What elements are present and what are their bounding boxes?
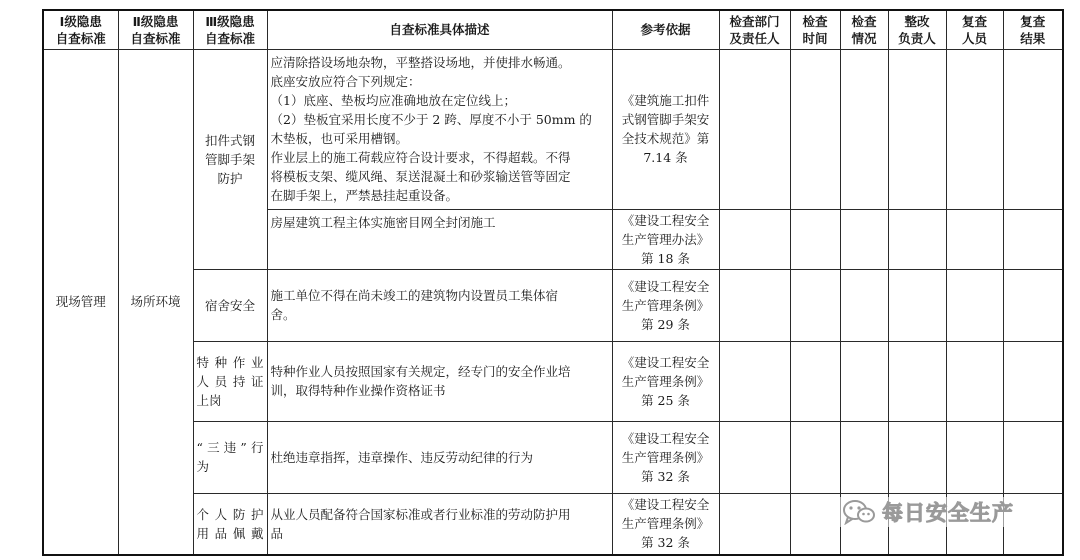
level3-cell: “三违”行 为	[193, 421, 267, 493]
review-staff-cell[interactable]	[946, 269, 1003, 341]
wechat-icon	[842, 499, 876, 525]
review-result-cell[interactable]	[1003, 421, 1063, 493]
header-review-staff: 复查 人员	[946, 10, 1003, 49]
watermark	[838, 497, 1018, 527]
inspector-cell[interactable]	[719, 341, 790, 421]
inspector-cell[interactable]	[719, 209, 790, 269]
level3-cell: 宿舍安全	[193, 269, 267, 341]
header-row	[43, 10, 1063, 49]
header-rectification-owner: 整改 负责人	[888, 10, 946, 49]
description-cell: 特种作业人员按照国家有关规定，经专门的安全作业培 训，取得特种作业操作资格证书	[267, 341, 612, 421]
check-time-cell[interactable]	[790, 269, 840, 341]
level3-cell: 特种作业 人员持证 上岗	[193, 341, 267, 421]
level2-cell: 场所环境	[118, 49, 193, 555]
inspector-cell[interactable]	[719, 269, 790, 341]
rectification-owner-cell[interactable]	[888, 269, 946, 341]
header-level1: Ⅰ级隐患 自查标准	[43, 10, 118, 49]
review-result-cell[interactable]	[1003, 341, 1063, 421]
header-check-time: 检查 时间	[790, 10, 840, 49]
description-cell: 杜绝违章指挥，违章操作、违反劳动纪律的行为	[267, 421, 612, 493]
review-staff-cell[interactable]	[946, 421, 1003, 493]
header-basis: 参考依据	[612, 10, 719, 49]
level1-cell: 现场管理	[43, 49, 118, 555]
header-description: 自查标准具体描述	[267, 10, 612, 49]
check-status-cell[interactable]	[840, 269, 888, 341]
table-row	[43, 421, 1063, 493]
header-review-result: 复查 结果	[1003, 10, 1063, 49]
check-time-cell[interactable]	[790, 49, 840, 209]
header-inspector: 检查部门 及责任人	[719, 10, 790, 49]
review-staff-cell[interactable]	[946, 341, 1003, 421]
header-level3: Ⅲ级隐患 自查标准	[193, 10, 267, 49]
header-level2: Ⅱ级隐患 自查标准	[118, 10, 193, 49]
review-staff-cell[interactable]	[946, 49, 1003, 209]
check-time-cell[interactable]	[790, 209, 840, 269]
rectification-owner-cell[interactable]	[888, 49, 946, 209]
level3-cell: 个人防护 用品佩戴	[193, 493, 267, 555]
description-cell: 应清除搭设场地杂物，平整搭设场地，并使排水畅通。 底座安放应符合下列规定： （1）底座、垫板均应准确地放在定位线上； （2）垫板宜采用长度不少于 2 跨、厚度不小于 50mm 的 木垫板，也可采用槽钢。 作业层上的施工荷载应符合设计要求，不得超载。不得 将模板支架、缆风绳、泵送混凝土和砂浆输送管等固定 在脚手架上，严禁悬挂起重设备。	[267, 49, 612, 209]
basis-cell: 《建设工程安全 生产管理办法》 第 18 条	[612, 209, 719, 269]
watermark-text: 每日安全生产	[882, 501, 1014, 525]
basis-cell: 《建设工程安全 生产管理条例》 第 29 条	[612, 269, 719, 341]
check-time-cell[interactable]	[790, 341, 840, 421]
basis-cell: 《建筑施工扣件 式钢管脚手架安 全技术规范》第 7.14 条	[612, 49, 719, 209]
review-result-cell[interactable]	[1003, 209, 1063, 269]
inspector-cell[interactable]	[719, 493, 790, 555]
table-row	[43, 341, 1063, 421]
check-status-cell[interactable]	[840, 209, 888, 269]
basis-cell: 《建设工程安全 生产管理条例》 第 32 条	[612, 493, 719, 555]
rectification-owner-cell[interactable]	[888, 209, 946, 269]
header-check-status: 检查 情况	[840, 10, 888, 49]
level3-cell: 扣件式钢 管脚手架 防护	[193, 49, 267, 269]
check-time-cell[interactable]	[790, 493, 840, 555]
description-cell: 房屋建筑工程主体实施密目网全封闭施工	[267, 209, 612, 269]
check-time-cell[interactable]	[790, 421, 840, 493]
review-result-cell[interactable]	[1003, 49, 1063, 209]
inspector-cell[interactable]	[719, 421, 790, 493]
check-status-cell[interactable]	[840, 341, 888, 421]
basis-cell: 《建设工程安全 生产管理条例》 第 32 条	[612, 421, 719, 493]
description-cell: 施工单位不得在尚未竣工的建筑物内设置员工集体宿 舍。	[267, 269, 612, 341]
check-status-cell[interactable]	[840, 49, 888, 209]
inspector-cell[interactable]	[719, 49, 790, 209]
inspection-standards-table	[42, 9, 1064, 556]
rectification-owner-cell[interactable]	[888, 421, 946, 493]
description-cell: 从业人员配备符合国家标准或者行业标准的劳动防护用 品	[267, 493, 612, 555]
rectification-owner-cell[interactable]	[888, 341, 946, 421]
check-status-cell[interactable]	[840, 421, 888, 493]
review-staff-cell[interactable]	[946, 209, 1003, 269]
review-result-cell[interactable]	[1003, 269, 1063, 341]
basis-cell: 《建设工程安全 生产管理条例》 第 25 条	[612, 341, 719, 421]
table-row	[43, 269, 1063, 341]
table-row	[43, 49, 1063, 209]
